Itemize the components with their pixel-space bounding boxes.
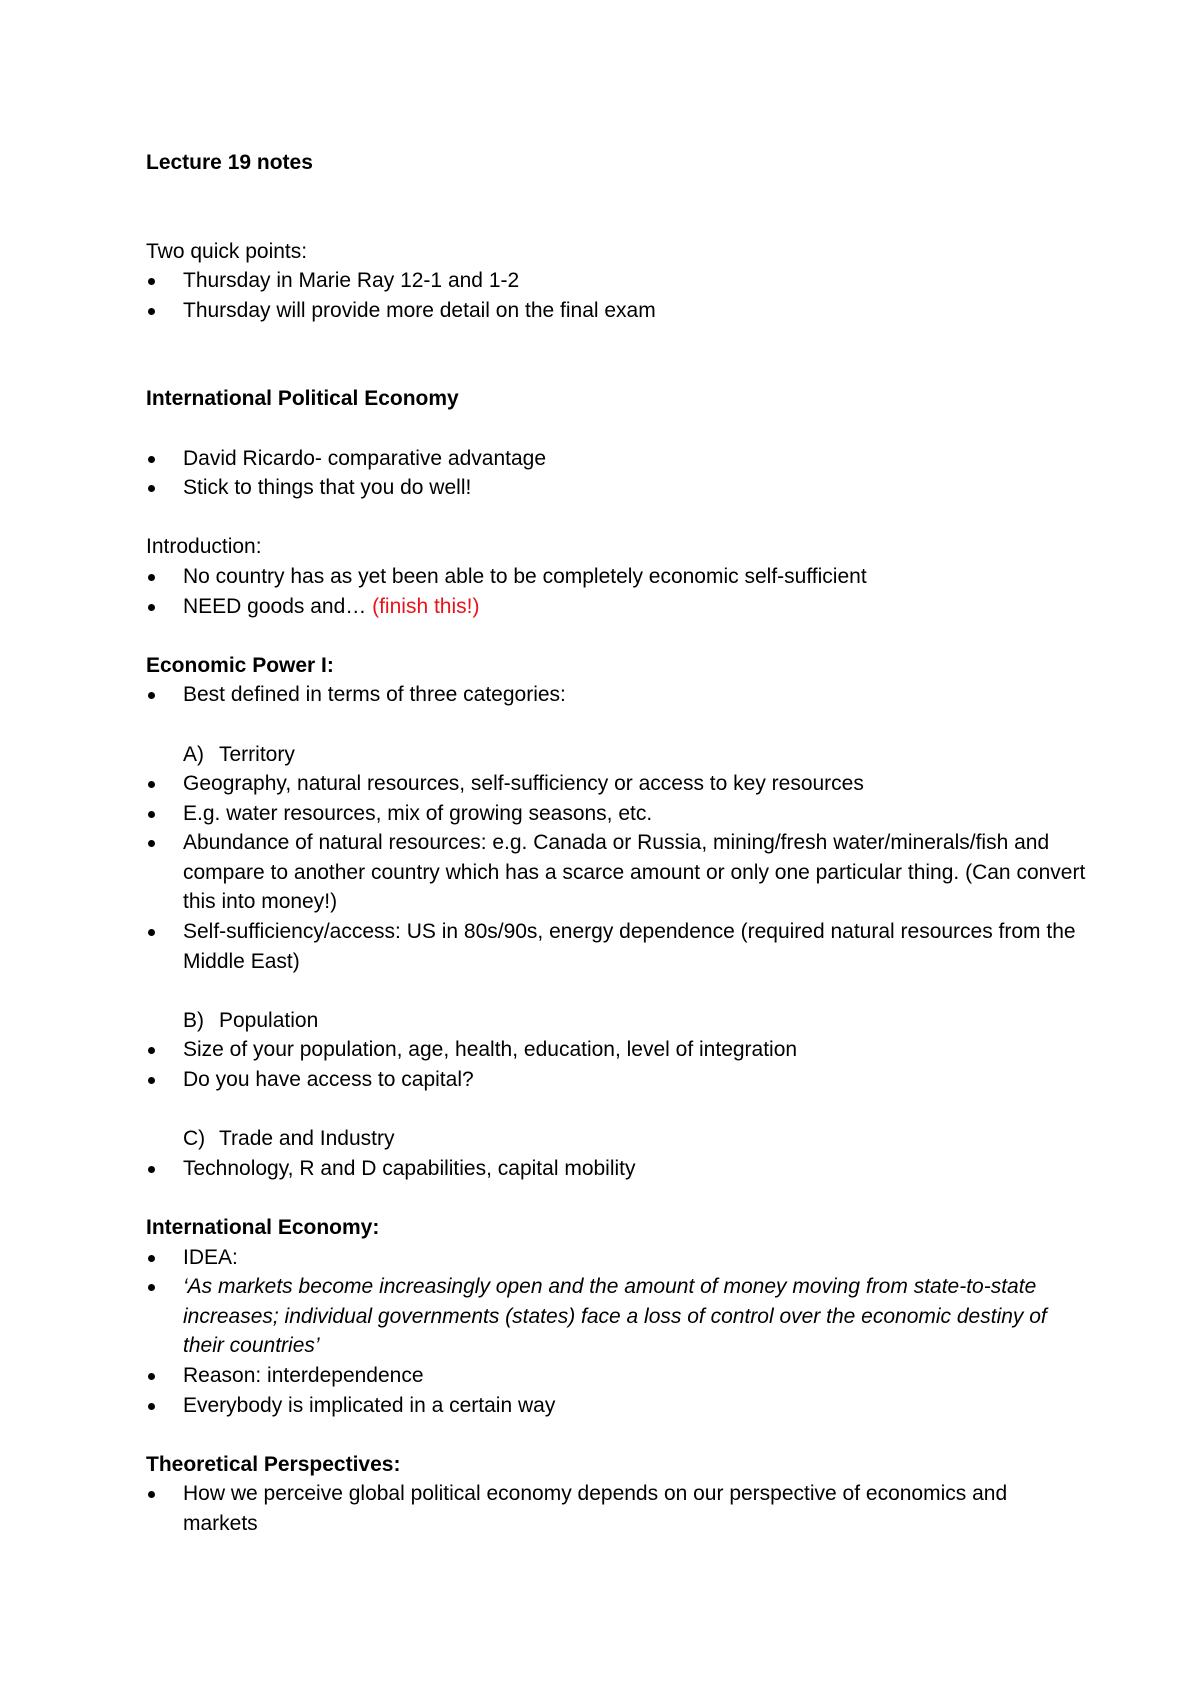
bullet-icon xyxy=(148,1255,155,1262)
section-heading-theoretical: Theoretical Perspectives: xyxy=(146,1452,401,1476)
list-item: Abundance of natural resources: e.g. Canada or Russia, mining/fresh water/minerals/fish and compare to another country which has a scarce amount or only one particular thing. (Can convert this into money!) xyxy=(146,828,1086,917)
bullet-icon xyxy=(148,1373,155,1380)
list-item: How we perceive global political economy depends on our perspective of economics and markets xyxy=(146,1479,1086,1538)
finish-note: (finish this!) xyxy=(372,594,480,618)
territory-list xyxy=(146,769,1086,976)
subheading-trade-industry: C) Trade and Industry xyxy=(183,1127,395,1151)
introduction-list xyxy=(146,562,1086,621)
list-item: No country has as yet been able to be completely economic self-sufficient xyxy=(146,562,1086,592)
list-item: Geography, natural resources, self-sufficiency or access to key resources xyxy=(146,769,1086,799)
bullet-icon xyxy=(148,692,155,699)
section-heading-economic-power: Economic Power I: xyxy=(146,653,334,677)
list-item: E.g. water resources, mix of growing seasons, etc. xyxy=(146,799,1086,829)
list-item: Thursday in Marie Ray 12-1 and 1-2 xyxy=(146,266,1086,296)
list-item: Stick to things that you do well! xyxy=(146,473,1086,503)
page-title: Lecture 19 notes xyxy=(146,151,313,174)
section-heading-ipe: International Political Economy xyxy=(146,387,459,411)
bullet-icon xyxy=(148,1491,155,1498)
bullet-icon xyxy=(148,840,155,847)
list-item: Self-sufficiency/access: US in 80s/90s, energy dependence (required natural resources from the Middle East) xyxy=(146,917,1086,976)
list-item: David Ricardo- comparative advantage xyxy=(146,444,1086,474)
list-item: Do you have access to capital? xyxy=(146,1065,1086,1095)
list-item: Reason: interdependence xyxy=(146,1361,1086,1391)
list-item: Technology, R and D capabilities, capital mobility xyxy=(146,1154,1086,1184)
subheading-population: B) Population xyxy=(183,1008,319,1032)
ipe-list xyxy=(146,444,1086,503)
bullet-icon xyxy=(148,456,155,463)
bullet-icon xyxy=(148,1077,155,1084)
quick-points-list xyxy=(146,266,1086,325)
bullet-icon xyxy=(148,1403,155,1410)
subheading-territory: A) Territory xyxy=(183,742,295,766)
theoretical-list xyxy=(146,1479,1086,1538)
bullet-icon xyxy=(148,278,155,285)
population-list xyxy=(146,1035,1086,1094)
trade-list xyxy=(146,1154,1086,1184)
idea-quote: ‘As markets become increasingly open and the amount of money moving from state-to-state increases; individual governments (states) face a loss of control over the economic destiny of their countries’ xyxy=(183,1275,1047,1358)
bullet-icon xyxy=(148,1284,155,1291)
list-item: Best defined in terms of three categories: xyxy=(146,680,1086,710)
bullet-icon xyxy=(148,1047,155,1054)
bullet-icon xyxy=(148,485,155,492)
quick-points-intro: Two quick points: xyxy=(146,239,308,263)
list-item xyxy=(146,1272,1086,1361)
list-item: Everybody is implicated in a certain way xyxy=(146,1391,1086,1421)
list-item: NEED goods and… (finish this!) xyxy=(146,592,1086,622)
document-body xyxy=(146,148,1086,1539)
bullet-icon xyxy=(148,308,155,315)
list-item: Size of your population, age, health, education, level of integration xyxy=(146,1035,1086,1065)
bullet-icon xyxy=(148,574,155,581)
list-item: IDEA: xyxy=(146,1243,1086,1273)
bullet-icon xyxy=(148,929,155,936)
international-economy-list xyxy=(146,1243,1086,1421)
economic-power-intro-list xyxy=(146,680,1086,710)
list-item: Thursday will provide more detail on the final exam xyxy=(146,296,1086,326)
bullet-icon xyxy=(148,781,155,788)
bullet-icon xyxy=(148,604,155,611)
bullet-icon xyxy=(148,1166,155,1173)
bullet-icon xyxy=(148,811,155,818)
section-heading-international-economy: International Economy: xyxy=(146,1216,380,1239)
section-heading-introduction: Introduction: xyxy=(146,535,262,559)
